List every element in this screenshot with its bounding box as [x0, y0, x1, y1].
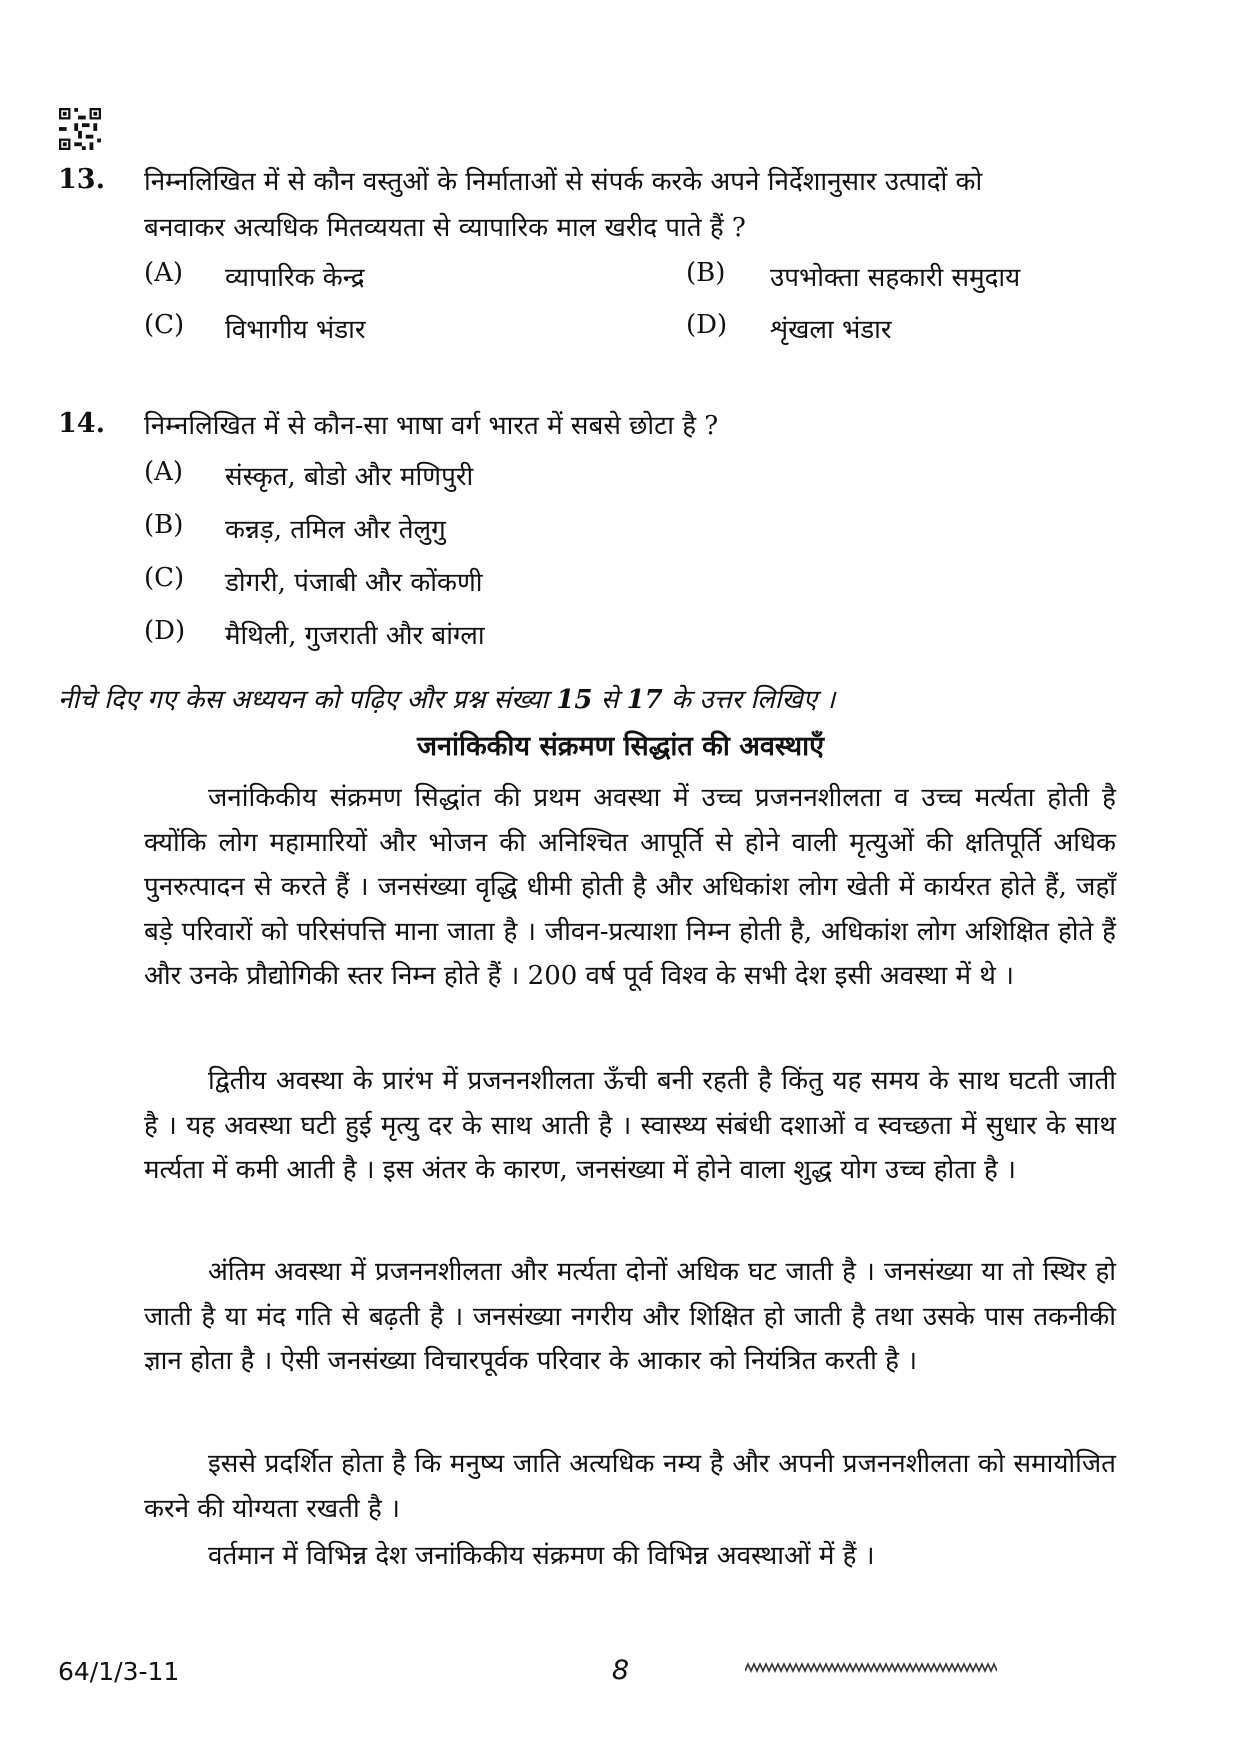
question-14-text: निम्नलिखित में से कौन-सा भाषा वर्ग भारत में सबसे छोटा है ? [144, 411, 719, 441]
instruction-question-start-number: 15 [556, 685, 593, 715]
q14-option-b-text: कन्नड़, तमिल और तेलुगु [225, 515, 446, 545]
paper-code: 64/1/3-11 [58, 1657, 180, 1686]
case-paragraph-3: अंतिम अवस्था में प्रजननशीलता और मर्त्यता दोनों अधिक घट जाती है । जनसंख्या या तो स्थिर हो जाती है या मंद गति से बढ़ती है । जनसंख्या नगरीय और शिक्षित हो जाती है तथा उसके पास तकनीकी ज्ञान होता है । ऐसी जनसंख्या विचारपूर्वक परिवार के आकार को नियंत्रित करती है । [144, 1257, 1116, 1376]
case-paragraph-2: द्वितीय अवस्था के प्रारंभ में प्रजननशीलता ऊँची बनी रहती है किंतु यह समय के साथ घटती जाती है । यह अवस्था घटी हुई मृत्यु दर के साथ आती है । स्वास्थ्य संबंधी दशाओं व स्वच्छता में सुधार के साथ मर्त्यता में कमी आती है । इस अंतर के कारण, जनसंख्या में होने वाला शुद्ध योग उच्च होता है । [144, 1066, 1116, 1185]
wavy-line-decoration [745, 1659, 997, 1677]
question-13-text-line-2: बनवाकर अत्यधिक मितव्ययता से व्यापारिक माल खरीद पाते हैं ? [144, 213, 746, 243]
q13-option-b-label: (B) [686, 258, 726, 288]
q13-option-a-text: व्यापारिक केन्द्र [225, 263, 365, 293]
q14-option-b-label: (B) [144, 510, 184, 540]
page-number: 8 [611, 1655, 630, 1686]
case-study-title: जनांकिकीय संक्रमण सिद्धांत की अवस्थाएँ [416, 731, 825, 762]
q14-option-c-label: (C) [144, 563, 185, 593]
case-paragraph-1: जनांकिकीय संक्रमण सिद्धांत की प्रथम अवस्था में उच्च प्रजननशीलता व उच्च मर्त्यता होती है क्योंकि लोग महामारियों और भोजन की अनिश्चित आपूर्ति से होने वाली मृत्युओं की क्षतिपूर्ति अधिक पुनरुत्पादन से करते हैं । जनसंख्या वृद्धि धीमी होती है और अधिकांश लोग खेती में कार्यरत होते हैं, जहाँ बड़े परिवारों को परिसंपत्ति माना जाता है । जीवन-प्रत्याशा निम्न होती है, अधिकांश लोग अशिक्षित होते हैं और उनके प्रौद्योगिकी स्तर निम्न होते हैं । 200 वर्ष पूर्व विश्व के सभी देश इसी अवस्था में थे । [144, 783, 1116, 991]
q13-option-c-text: विभागीय भंडार [225, 315, 366, 345]
q13-option-d-label: (D) [686, 310, 728, 340]
q14-option-d-label: (D) [144, 616, 186, 646]
question-14-number: 14. [58, 408, 105, 439]
q13-option-a-label: (A) [144, 258, 184, 288]
q14-option-a-label: (A) [144, 457, 184, 487]
q13-option-b-text: उपभोक्ता सहकारी समुदाय [770, 263, 1021, 293]
question-13-text-line-1: निम्नलिखित में से कौन वस्तुओं के निर्माताओं से संपर्क करके अपने निर्देशानुसार उत्पादों को [144, 167, 983, 197]
instruction-text-mid: से [592, 685, 627, 715]
instruction-text-end: के उत्तर लिखिए । [662, 685, 836, 715]
q13-option-d-text: शृंखला भंडार [770, 315, 892, 345]
case-paragraph-4: इससे प्रदर्शित होता है कि मनुष्य जाति अत्यधिक नम्य है और अपनी प्रजननशीलता को समायोजित करने की योग्यता रखती है । [144, 1449, 1116, 1524]
case-paragraph-5: वर्तमान में विभिन्न देश जनांकिकीय संक्रमण की विभिन्न अवस्थाओं में हैं । [208, 1541, 875, 1571]
instruction-question-end-number: 17 [626, 685, 663, 715]
q14-option-d-text: मैथिली, गुजराती और बांग्ला [225, 621, 485, 651]
instruction-text-start: नीचे दिए गए केस अध्ययन को पढ़िए और प्रश्न संख्या [58, 685, 557, 715]
case-study-instruction [58, 680, 835, 716]
q13-option-c-label: (C) [144, 310, 185, 340]
q14-option-c-text: डोगरी, पंजाबी और कोंकणी [225, 568, 483, 598]
q14-option-a-text: संस्कृत, बोडो और मणिपुरी [225, 462, 474, 492]
question-13-number: 13. [58, 164, 105, 195]
qr-code [58, 108, 102, 150]
